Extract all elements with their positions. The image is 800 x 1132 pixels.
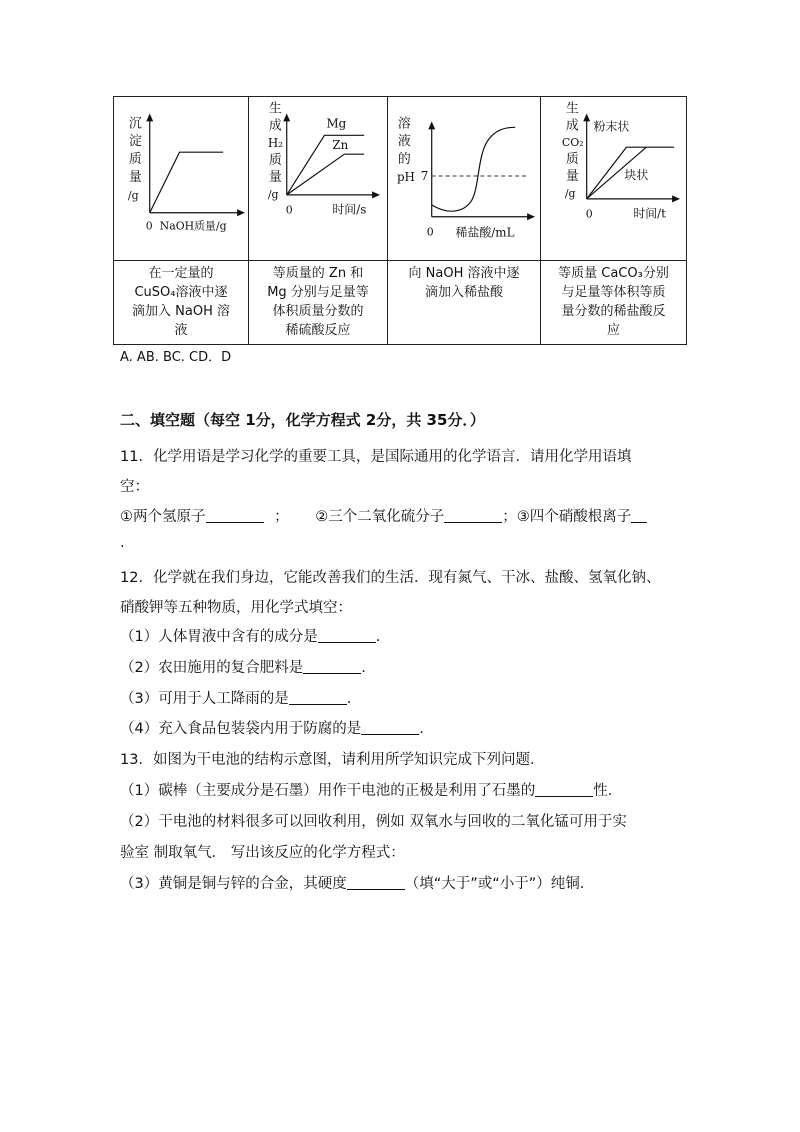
item-end: . (375, 629, 381, 645)
origin-label: 0 (285, 203, 293, 217)
caption-line: 体积质量分数的 (272, 304, 364, 319)
series-label-mg: Mg (326, 116, 347, 131)
answer-choices: A. AB. BC. CD．D (120, 350, 232, 365)
y-label: /g (267, 187, 279, 201)
q12-item-4 (120, 717, 424, 738)
item-end: . (361, 660, 366, 676)
y-label: 沉 (128, 116, 142, 132)
q12-line: 硝酸钾等五种物质，用化学式填空： (120, 600, 352, 616)
x-label: 稀盐酸/mL (455, 225, 515, 240)
answer-blank[interactable] (289, 690, 347, 706)
answer-blank[interactable] (303, 659, 361, 675)
y-label: 量 (565, 168, 579, 184)
caption-line: 与足量等体积等质 (561, 285, 666, 300)
series-label-lump: 块状 (624, 167, 649, 182)
y-label: 溶 (397, 116, 411, 132)
q12-item-2 (120, 656, 366, 677)
x-label: NaOH质量/g (159, 219, 227, 233)
caption-line: 应 (606, 323, 620, 338)
ph-graph (388, 97, 540, 260)
y-label: 量 (128, 169, 142, 185)
co2-mass-graph (541, 97, 686, 260)
y-label: /g (564, 186, 576, 200)
q13-item-2: （2）干电池的材料很多可以回收利用，例如 双氧水与回收的二氧化锰可用于实 (120, 814, 627, 830)
q12-item-1 (120, 625, 380, 646)
item-text: （3）可用于人工降雨的是 (120, 691, 289, 707)
caption-line: 滴加入稀盐酸 (424, 285, 503, 300)
y-label: 成 (268, 118, 282, 134)
q11-line (120, 505, 647, 526)
caption-2 (249, 261, 388, 345)
y-label: /g (127, 188, 139, 202)
caption-line: 滴加入 NaOH 溶 (132, 304, 230, 319)
y-label: 质 (268, 153, 282, 169)
q13-item-1 (120, 779, 622, 800)
y-label: 生 (268, 101, 282, 117)
caption-line: 量分数的稀盐酸反 (561, 304, 666, 319)
caption-line: 在一定量的 (148, 266, 214, 281)
q11-prompt-1: ①两个氢原子 (120, 509, 206, 525)
origin-label: 0 (585, 207, 593, 221)
section-title: 二、填空题（每空 1分，化学方程式 2分，共 35分．） (120, 411, 485, 429)
q13-item-2-cont: 验室 制取氧气． 写出该反应的化学方程式： (120, 845, 405, 861)
y-label: H₂ (267, 136, 284, 151)
answer-blank[interactable] (206, 508, 264, 524)
origin-label: 0 (145, 219, 153, 233)
item-end: . (346, 691, 352, 707)
graph-cell-2 (249, 97, 388, 261)
caption-line: 液 (174, 323, 188, 338)
q13-line: 13．如图为干电池的结构示意图，请利用所学知识完成下列问题． (120, 752, 545, 768)
caption-line: CuSO₄溶液中逐 (134, 285, 228, 300)
answer-blank[interactable] (631, 508, 647, 524)
origin-label: 0 (426, 225, 434, 239)
ph-7-label: 7 (420, 168, 429, 183)
q11-prompt-2: ②三个二氧化硫分子 (315, 509, 445, 525)
y-label: 淀 (128, 134, 142, 150)
y-label: pH (396, 169, 415, 184)
y-label: 质 (565, 152, 579, 168)
caption-1 (114, 261, 249, 345)
caption-3 (388, 261, 541, 345)
item-end: . (419, 721, 424, 737)
y-label: 的 (397, 152, 411, 168)
q11-line: 空： (120, 479, 149, 495)
series-label-zn: Zn (332, 138, 349, 153)
graph-cell-4 (541, 97, 687, 261)
caption-4 (541, 261, 687, 345)
y-label: 生 (565, 101, 579, 117)
y-label: 液 (397, 134, 411, 150)
series-label-powder: 粉末状 (593, 119, 630, 134)
q11-line: 11．化学用语是学习化学的重要工具，是国际通用的化学语言．请用化学用语填 (120, 449, 632, 465)
item-text: （3）黄铜是铜与锌的合金，其硬度 (120, 876, 347, 892)
q11-prompt-3: ；③四个硝酸根离子 (502, 509, 632, 525)
caption-line: 向 NaOH 溶液中逐 (408, 266, 520, 281)
x-label: 时间/s (332, 202, 367, 217)
separator: ； (274, 509, 289, 525)
precipitate-mass-graph (114, 97, 248, 260)
y-label: CO₂ (561, 136, 584, 150)
q12-line: 12．化学就在我们身边，它能改善我们的生活．现有氮气、干冰、盐酸、氢氧化钠、 (120, 570, 661, 586)
item-text: （1）碳棒（主要成分是石墨）用作干电池的正极是利用了石墨的 (120, 783, 536, 799)
answer-blank[interactable] (535, 782, 593, 798)
graph-cell-1 (114, 97, 249, 261)
item-end: （填“大于”或“小于”）纯铜. (404, 876, 585, 892)
hydrogen-mass-graph (249, 97, 387, 260)
caption-line: 稀硫酸反应 (285, 323, 351, 338)
answer-blank[interactable] (361, 720, 419, 736)
item-text: （2）农田施用的复合肥料是 (120, 660, 304, 676)
y-label: 量 (268, 169, 282, 185)
graph-table (113, 96, 687, 345)
item-end: 性． (593, 783, 623, 799)
q13-item-3 (120, 872, 584, 893)
q11-line: . (120, 535, 125, 551)
item-text: （4）充入食品包装袋内用于防腐的是 (120, 721, 362, 737)
y-label: 成 (565, 118, 579, 134)
caption-line: 等质量的 Zn 和 (272, 266, 364, 281)
caption-line: Mg 分别与足量等 (267, 285, 369, 300)
y-label: 质 (128, 152, 142, 168)
answer-blank[interactable] (347, 875, 405, 891)
answer-blank[interactable] (444, 508, 502, 524)
item-text: （1）人体胃液中含有的成分是 (120, 629, 318, 645)
q12-item-3 (120, 687, 351, 708)
answer-blank[interactable] (318, 628, 376, 644)
graph-cell-3 (388, 97, 541, 261)
caption-line: 等质量 CaCO₃分别 (558, 266, 669, 281)
x-label: 时间/t (633, 206, 666, 221)
